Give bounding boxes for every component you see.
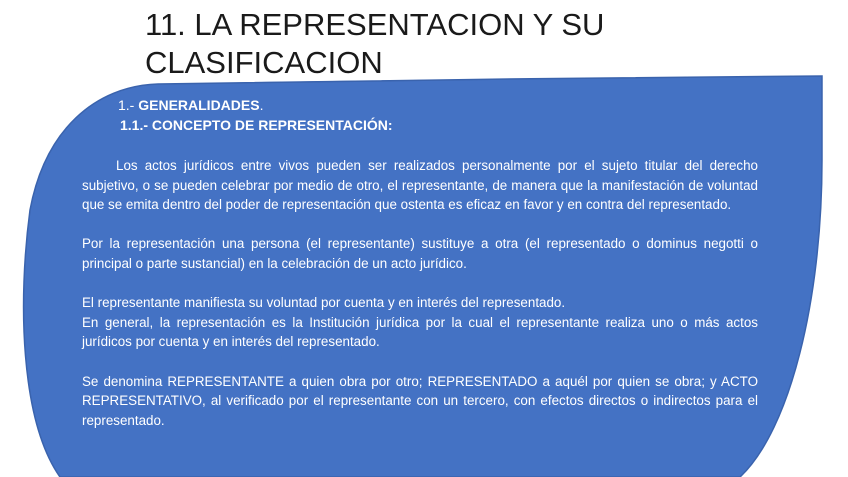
slide-title-line-1: 11. LA REPRESENTACION Y SU (145, 7, 605, 42)
spacer (82, 215, 758, 235)
heading-generalidades (118, 95, 758, 115)
heading-period: . (259, 97, 264, 113)
paragraph-3: El representante manifiesta su voluntad por cuenta y en interés del representado. (82, 295, 566, 311)
spacer (82, 274, 758, 294)
paragraph-5: Se denomina REPRESENTANTE a quien obra por otro; REPRESENTADO a aquél por quien se obra; y ACTO REPRESENTATIVO, al verificado por el representante con un tercero, con efectos directos o indirectos para el representado. (82, 373, 758, 428)
paragraph-1: Los actos jurídicos entre vivos pueden ser realizados personalmente por el sujeto titular del derecho subjetivo, o se pueden celebrar por medio de otro, el representante, de manera que la manifestación de voluntad que se emita dentro del poder de representación que ostenta es eficaz en favor y en contra del representado. (82, 158, 758, 213)
heading-concepto: 1.1.- CONCEPTO DE REPRESENTACIÓN: (120, 117, 393, 133)
slide-body (82, 95, 758, 430)
paragraph-4: En general, la representación es la Institución jurídica por la cual el representante realiza uno o más actos jurídicos por cuenta y en interés del representado. (82, 314, 758, 350)
slide-title-line-2: CLASIFICACION (145, 45, 383, 80)
heading-text: GENERALIDADES (138, 97, 260, 113)
spacer (82, 352, 758, 372)
heading-number: 1.- (118, 97, 139, 113)
spacer (82, 136, 758, 156)
slide-title (145, 6, 765, 82)
paragraph-2: Por la representación una persona (el representante) sustituye a otra (el representado o dominus negotti o principal o parte sustancial) en la celebración de un acto jurídico. (82, 236, 758, 271)
